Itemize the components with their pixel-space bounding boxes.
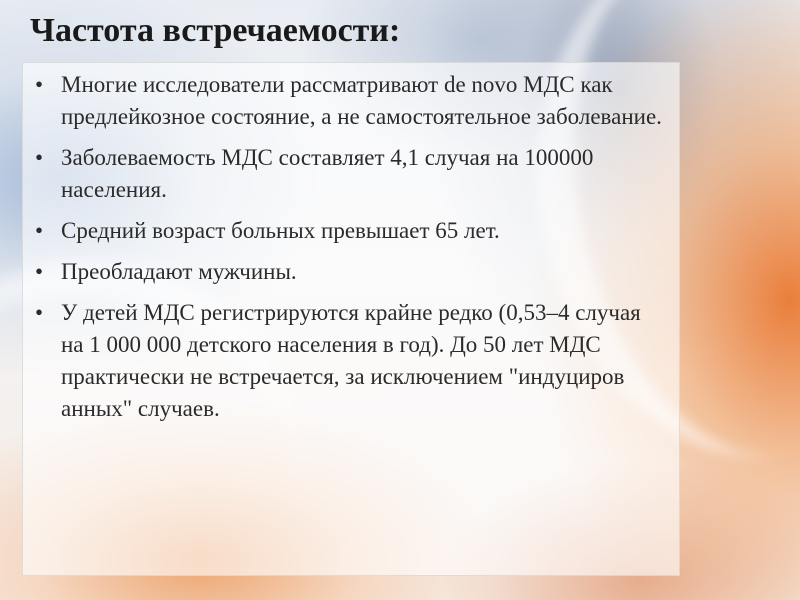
bullet-item [33, 69, 669, 133]
bullet-item [33, 297, 669, 425]
bullet-text: Средний возраст больных превышает 65 лет. [61, 218, 500, 243]
bullet-list [33, 69, 669, 425]
bullet-text: Преобладают мужчины. [61, 259, 297, 284]
bullet-item [33, 215, 669, 247]
bullet-text: Заболеваемость МДС составляет 4,1 случая на 100000 населения. [61, 145, 594, 202]
bullet-text: Многие исследователи рассматривают de novo МДС как предлейкозное состояние, а не самостоятельное заболевание. [61, 72, 662, 129]
bullet-item [33, 256, 669, 288]
bullet-item [33, 142, 669, 206]
bullet-icon: • [35, 259, 44, 284]
bullet-text: У детей МДС регистрируются крайне редко (0,53–4 случая на 1 000 000 детского населения в год). До 50 лет МДС практически не встречается, за исключением "индуциров анных" случаев. [61, 300, 641, 421]
bullet-icon: • [35, 145, 44, 170]
bullet-icon: • [35, 300, 44, 325]
slide-title: Частота встречаемости: [30, 12, 401, 49]
bullet-icon: • [35, 218, 44, 243]
content-box [22, 62, 680, 576]
bullet-icon: • [35, 72, 44, 97]
